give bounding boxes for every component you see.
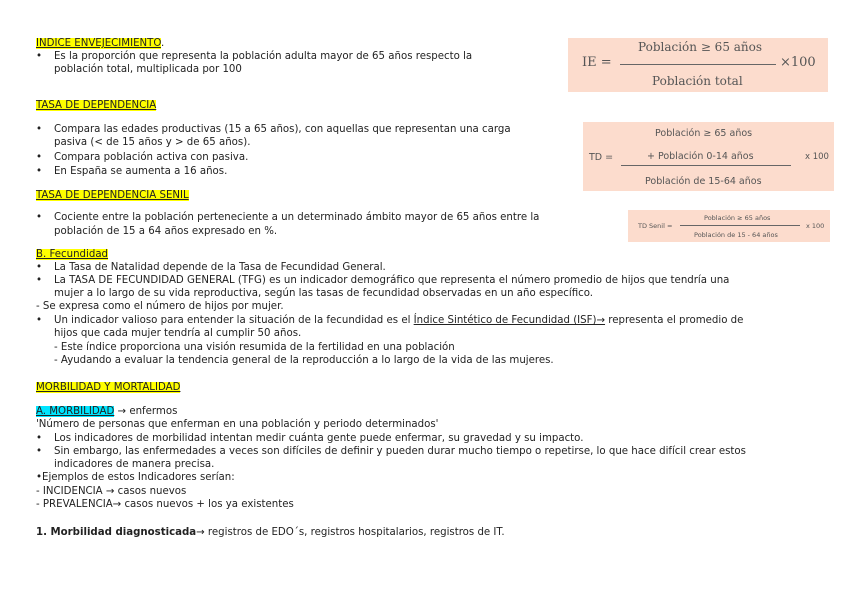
td-formula-numerator-1: Población ≥ 65 años [655,128,753,139]
fecundidad-heading-line [36,249,108,261]
dependencia-bullet-1-text-cont: pasiva (< de 15 años y > de 65 años). [54,137,251,148]
td-formula-denominator: Población de 15-64 años [645,176,762,187]
td-formula-lhs: TD = [589,152,614,163]
bullet-glyph: • [36,275,43,286]
bullet-glyph: • [36,152,43,163]
fecundidad-bullet-1-text: La Tasa de Natalidad depende de la Tasa de Fecundidad General. [54,262,386,273]
senil-bullet-1-text-cont: población de 15 a 64 años expresado en %. [54,226,278,237]
td-formula-numerator-2: + Población 0-14 años [647,151,754,162]
ie-formula-numerator: Población ≥ 65 años [638,40,763,54]
senil-bullet-1-text: Cociente entre la población perteneciente a un determinado ámbito mayor de 65 años entre la [54,212,540,223]
morbilidad-heading-suffix: → enfermos [114,406,178,417]
fecundidad-sub-2: - Ayudando a evaluar la tendencia general de la reproducción a lo largo de la vida de las mujeres. [54,355,554,366]
fecundidad-isf-pre: Un indicador valioso para entender la situación de la fecundidad es el [54,315,414,326]
ie-fraction-bar [620,64,776,65]
indice-heading: INDICE ENVEJECIMIENTO [36,38,161,49]
td-senil-formula-numerator: Población ≥ 65 años [704,214,771,222]
incidencia-line: - INCIDENCIA → casos nuevos [36,486,187,497]
morbimort-heading-line [36,382,180,394]
ie-formula-denominator: Población total [652,74,743,88]
senil-heading: TASA DE DEPENDENCIA SENIL [36,190,189,201]
dependencia-heading-line [36,100,156,112]
fecundidad-bullet-2-text: La TASA DE FECUNDIDAD GENERAL (TFG) es un indicador demográfico que representa el número promedio de hijos que tendría una [54,275,730,286]
morbilidad-bullet-2-text: Sin embargo, las enfermedades a veces son difíciles de definir y pueden durar mucho tiempo o repetirse, lo que hace difícil crear estos [54,446,746,457]
dependencia-bullet-3 [36,166,228,178]
fecundidad-bullet-3-text-cont: hijos que cada mujer tendría al cumplir 50 años. [54,328,302,339]
fecundidad-bullet-1 [36,262,386,274]
indice-bullet-1-text: Es la proporción que representa la población adulta mayor de 65 años respecto la [54,51,473,62]
ie-formula-lhs: IE = [582,55,612,70]
indice-bullet-1 [36,51,473,63]
dependencia-bullet-2-text: Compara población activa con pasiva. [54,152,249,163]
bullet-glyph: • [36,124,43,135]
td-senil-formula-lhs: TD Senil = [638,222,673,230]
bullet-glyph: • [36,166,43,177]
bullet-glyph: • [36,433,43,444]
bullet-glyph: • [36,212,43,223]
ie-formula-factor: ×100 [780,55,816,70]
bullet-glyph: • [36,51,43,62]
morbilidad-bullet-3-text: Ejemplos de estos Indicadores serían: [42,472,235,483]
morbilidad-heading: A. MORBILIDAD [36,406,115,417]
indice-heading-line [36,38,164,50]
bullet-glyph: • [36,472,43,483]
fecundidad-bullet-3 [36,315,744,327]
bullet-glyph: • [36,315,43,326]
senil-heading-line [36,190,189,202]
morbimort-heading: MORBILIDAD Y MORTALIDAD [36,382,181,393]
fecundidad-bullet-3-text [54,315,743,327]
td-senil-fraction-bar [680,225,800,226]
fecundidad-dash-1: - Se expresa como el número de hijos por mujer. [36,301,284,312]
bullet-glyph: • [36,446,43,457]
morbilidad-bullet-2 [36,446,746,458]
fecundidad-bullet-2-text-cont: mujer a lo largo de su vida reproductiva, según las tasas de fecundidad observadas en un año específico. [54,288,594,299]
isf-link: Índice Sintético de Fecundidad (ISF)→ [413,315,606,326]
fecundidad-isf-post: representa el promedio de [605,315,744,326]
td-formula-image [583,122,834,191]
dependencia-bullet-1 [36,124,511,136]
td-senil-formula-factor: x 100 [806,222,825,230]
td-senil-formula-denominator: Población de 15 - 64 años [694,231,778,239]
ie-formula-image [568,38,828,92]
indice-bullet-1-text-cont: población total, multiplicada por 100 [54,64,242,75]
senil-bullet-1 [36,212,540,224]
dependencia-heading: TASA DE DEPENDENCIA [36,100,157,111]
morbilidad-bullet-3 [36,472,235,484]
fecundidad-sub-1: - Este índice proporciona una visión resumida de la fertilidad en una población [54,342,455,353]
td-formula-factor: x 100 [805,152,829,162]
bullet-glyph: • [36,262,43,273]
morbilidad-diagnosticada-label: 1. Morbilidad diagnosticada [36,527,197,538]
morbilidad-definition: 'Número de personas que enferman en una población y periodo determinados' [36,419,439,430]
fecundidad-bullet-2 [36,275,730,287]
morbilidad-heading-line [36,406,177,418]
morbilidad-bullet-1-text: Los indicadores de morbilidad intentan medir cuánta gente puede enfermar, su gravedad y su impacto. [54,433,584,444]
td-fraction-bar [621,165,791,166]
indice-heading-suffix: . [160,38,165,49]
dependencia-bullet-3-text: En España se aumenta a 16 años. [54,166,228,177]
dependencia-bullet-2 [36,152,249,164]
morbilidad-bullet-1 [36,433,584,445]
dependencia-bullet-1-text: Compara las edades productivas (15 a 65 años), con aquellas que representan una carga [54,124,511,135]
prevalencia-line: - PREVALENCIA→ casos nuevos + los ya existentes [36,499,294,510]
morbilidad-diagnosticada-line [36,527,505,539]
morbilidad-bullet-2-text-cont: indicadores de manera precisa. [54,459,215,470]
td-senil-formula-image [628,210,830,242]
fecundidad-heading: B. Fecundidad [36,249,109,260]
morbilidad-diagnosticada-text: → registros de EDO´s, registros hospitalarios, registros de IT. [196,527,505,538]
